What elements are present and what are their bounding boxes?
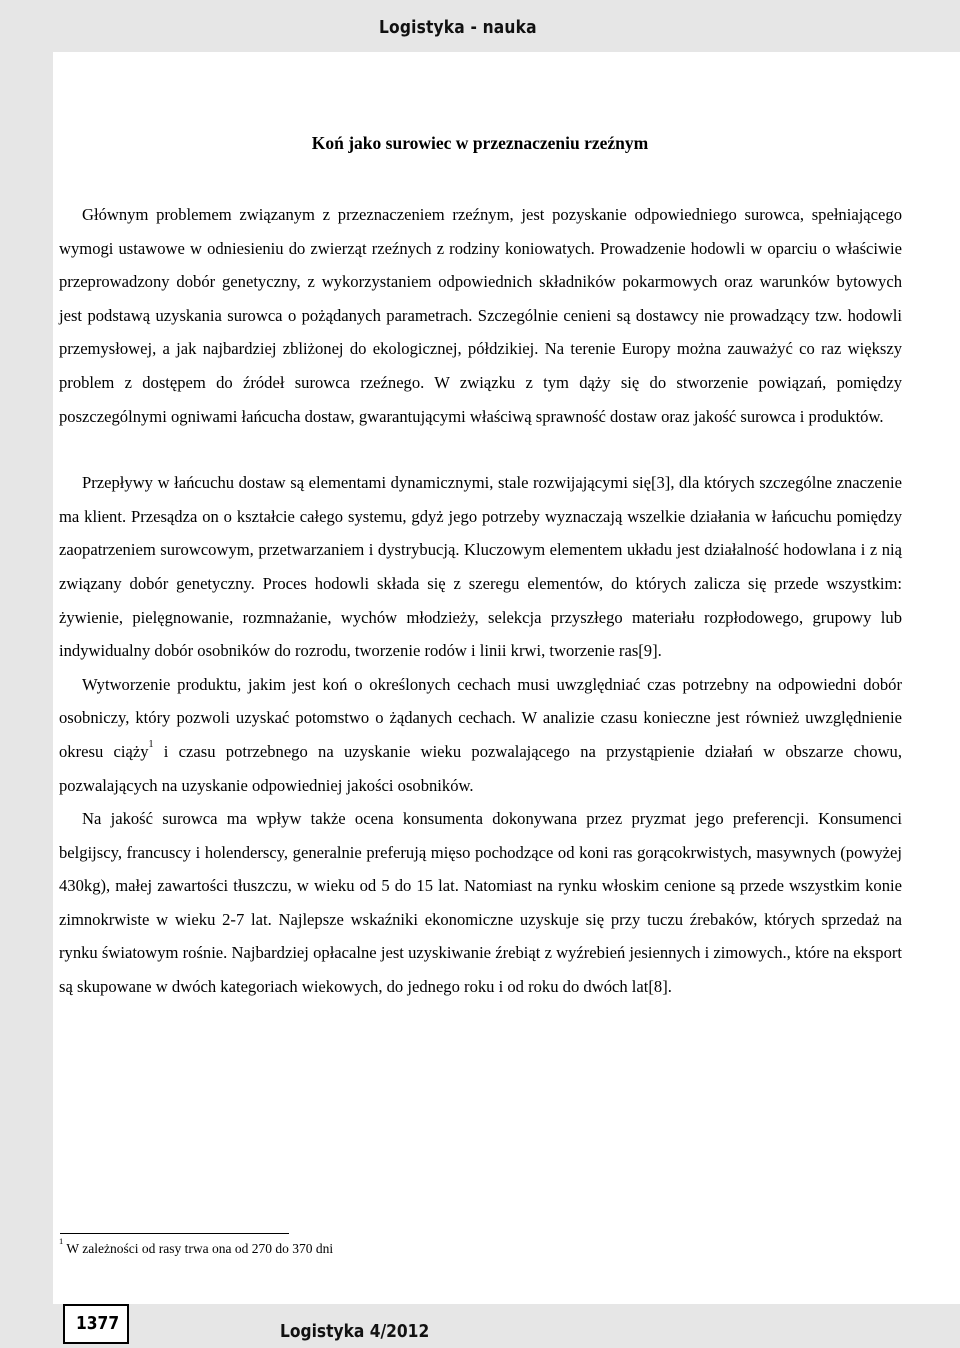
paragraph-2: Przepływy w łańcuchu dostaw są elementami dynamicznymi, stale rozwijającymi się[3], dla których szczególne znaczenie ma klient. Przesądza on o kształcie całego systemu, gdyż jego potrzeby wyznaczają wszelkie działania w łańcuchu pomiędzy zaopatrzeniem surowcowym, przetwarzaniem i dystrybucją. Kluczowym elementem układu jest działalność hodowlana i z nią związany dobór genetyczny. Proces hodowli składa się z szeregu elementów, do których zalicza się przede wszystkim: żywienie, pielęgnowanie, rozmnażanie, wychów młodzieży, selekcja przyszłego materiału rozpłodowego, grupowy lub indywidualny dobór osobników do rozrodu, tworzenie rodów i linii krwi, tworzenie ras[9].	[59, 473, 902, 661]
footnote-marker: 1	[59, 1235, 64, 1246]
paragraph-3	[59, 668, 902, 802]
article-title: Koń jako surowiec w przeznaczeniu rzeźnym	[311, 133, 649, 153]
left-margin-strip	[0, 52, 53, 1304]
running-header-title: Logistyka - nauka	[379, 17, 537, 38]
article-body	[59, 198, 902, 1004]
paragraph-3-text: Wytworzenie produktu, jakim jest koń o określonych cechach musi uwzględniać czas potrzebny na odpowiedni dobór osobniczy, który pozwoli uzyskać potomstwo o żądanych cechach. W analizie czasu konieczne jest również uwzględnienie okresu ciąży	[59, 674, 902, 761]
footer-bar	[0, 1304, 960, 1348]
journal-issue: Logistyka 4/2012	[280, 1321, 430, 1342]
paragraph-3-continuation: i czasu potrzebnego na uzyskanie wieku pozwalającego na przystąpienie działań w obszarze chowu, pozwalających na uzyskanie odpowiedniej jakości osobników.	[59, 741, 903, 795]
footnote	[59, 1235, 334, 1257]
footnote-text: W zależności od rasy trwa ona od 270 do 370 dni	[63, 1241, 334, 1256]
paragraph-4: Na jakość surowca ma wpływ także ocena konsumenta dokonywana przez pryzmat jego preferencji. Konsumenci belgijscy, francuscy i holenderscy, generalnie preferują mięso pochodzące od koni ras gorącokrwistych, masywnych (powyżej 430kg), małej zawartości tłuszczu, w wieku od 5 do 15 lat. Natomiast na rynku włoskim cenione są przede wszystkim konie zimnokrwiste w wieku 2-7 lat. Najlepsze wskaźniki ekonomiczne uzyskuje się przy tuczu źrebaków, których sprzedaż na rynku światowym rośnie. Najbardziej opłacalne jest uzyskiwanie źrebiąt z wyźrebień jesiennych i zimowych., które na eksport są skupowane w dwóch kategoriach wiekowych, do jednego roku i od roku do dwóch lat[8].	[59, 809, 902, 997]
paragraph-1: Głównym problemem związanym z przeznaczeniem rzeźnym, jest pozyskanie odpowiedniego surowca, spełniającego wymogi ustawowe w odniesieniu do zwierząt rzeźnych z rodziny koniowatych. Prowadzenie hodowli w oparciu o właściwie przeprowadzony dobór genetyczny, z wykorzystaniem odpowiednich składników pokarmowych oraz warunków bytowych jest podstawą uzyskania surowca o pożądanych parametrach. Szczególnie cenieni są dostawcy nie prowadzący tzw. hodowli przemysłowej, a jak najbardziej zbliżonej do ekologicznej, półdzikiej. Na terenie Europy można zauważyć co raz większy problem z dostępem do źródeł surowca rzeźnego. W związku z tym dąży się do stworzenie powiązań, pomiędzy poszczególnymi ogniwami łańcucha dostaw, gwarantującymi właściwą sprawność dostaw oraz jakość surowca i produktów.	[59, 205, 902, 426]
footnote-separator	[60, 1233, 289, 1234]
page-number: 1377	[76, 1313, 120, 1334]
footnote-reference: 1	[148, 739, 154, 751]
